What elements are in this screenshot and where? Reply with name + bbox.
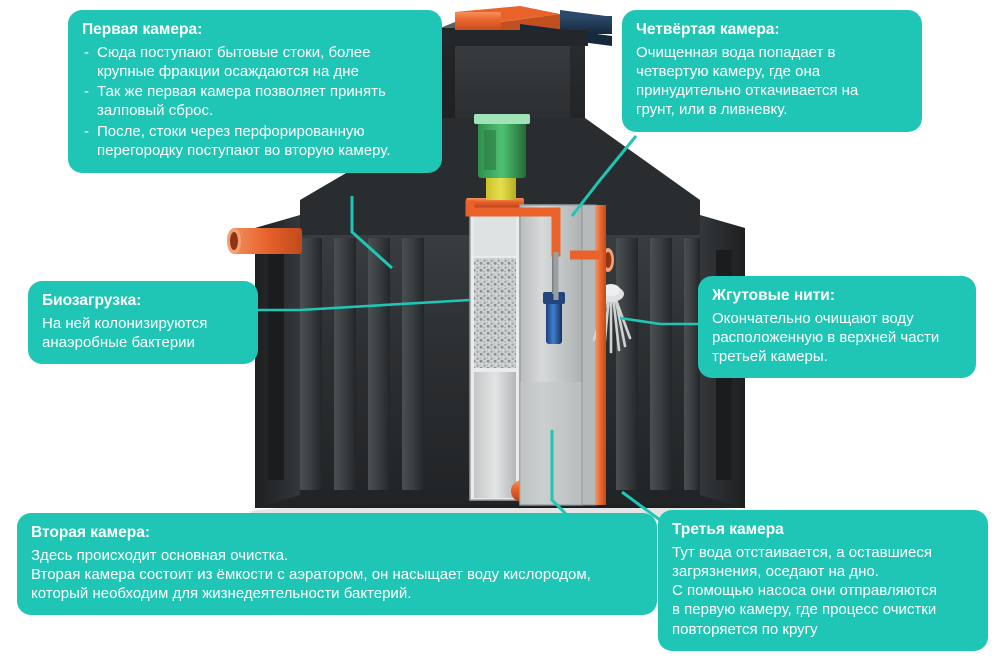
callout-line: принудительно откачивается на xyxy=(636,82,859,100)
callout-bioload-title: Биозагрузка: xyxy=(42,292,142,309)
callout-line: загрязнения, оседают на дно. xyxy=(672,563,879,581)
callout-second-chamber-title: Вторая камера: xyxy=(31,524,150,541)
callout-line: Очищенная вода попадает в xyxy=(636,43,836,61)
callout-line: На ней колонизируются xyxy=(42,314,208,332)
callout-fourth-chamber-title: Четвёртая камера: xyxy=(636,21,780,38)
callout-first-chamber xyxy=(68,10,442,173)
callout-fourth-chamber xyxy=(622,10,922,132)
list-item: - Сюда поступают бытовые стоки, более крупные фракции осаждаются на дне xyxy=(82,43,428,81)
callout-line: С помощью насоса они отправляются xyxy=(672,582,937,600)
callout-second-chamber xyxy=(17,513,657,615)
callout-third-chamber-title: Третья камера xyxy=(672,521,784,538)
callout-cord-threads-title: Жгутовые нити: xyxy=(712,287,835,304)
callout-line: анаэробные бактерии xyxy=(42,334,195,352)
callout-line: Здесь происходит основная очистка. xyxy=(31,546,289,564)
inlet-pipe xyxy=(227,228,302,254)
callout-line: Окончательно очищают воду xyxy=(712,309,914,327)
callout-line: Тут вода отстаивается, а оставшиеся xyxy=(672,543,932,561)
callout-line: грунт, или в ливневку. xyxy=(636,101,788,119)
callout-third-chamber xyxy=(658,510,988,651)
callout-line: третьей камеры. xyxy=(712,348,828,366)
callout-line: повторяется по кругу xyxy=(672,620,818,638)
callout-line: четвертую камеру, где она xyxy=(636,63,821,81)
list-item: - После, стоки через перфорированную перегородку поступают во вторую камеру. xyxy=(82,122,428,160)
callout-line: Вторая камера состоит из ёмкости с аэратором, он насыщает воду кислородом, xyxy=(31,566,591,584)
callout-line: который необходим для жизнедеятельности бактерий. xyxy=(31,585,412,603)
list-item: - Так же первая камера позволяет принять залповый сброс. xyxy=(82,82,428,120)
callout-line: расположенную в верхней части xyxy=(712,329,940,347)
callout-first-chamber-list xyxy=(82,43,428,160)
callout-line: в первую камеру, где процесс очистки xyxy=(672,601,937,619)
callout-first-chamber-title: Первая камера: xyxy=(82,21,203,38)
tank-lids xyxy=(440,6,612,46)
callout-cord-threads xyxy=(698,276,976,378)
callout-bioload xyxy=(28,281,258,364)
